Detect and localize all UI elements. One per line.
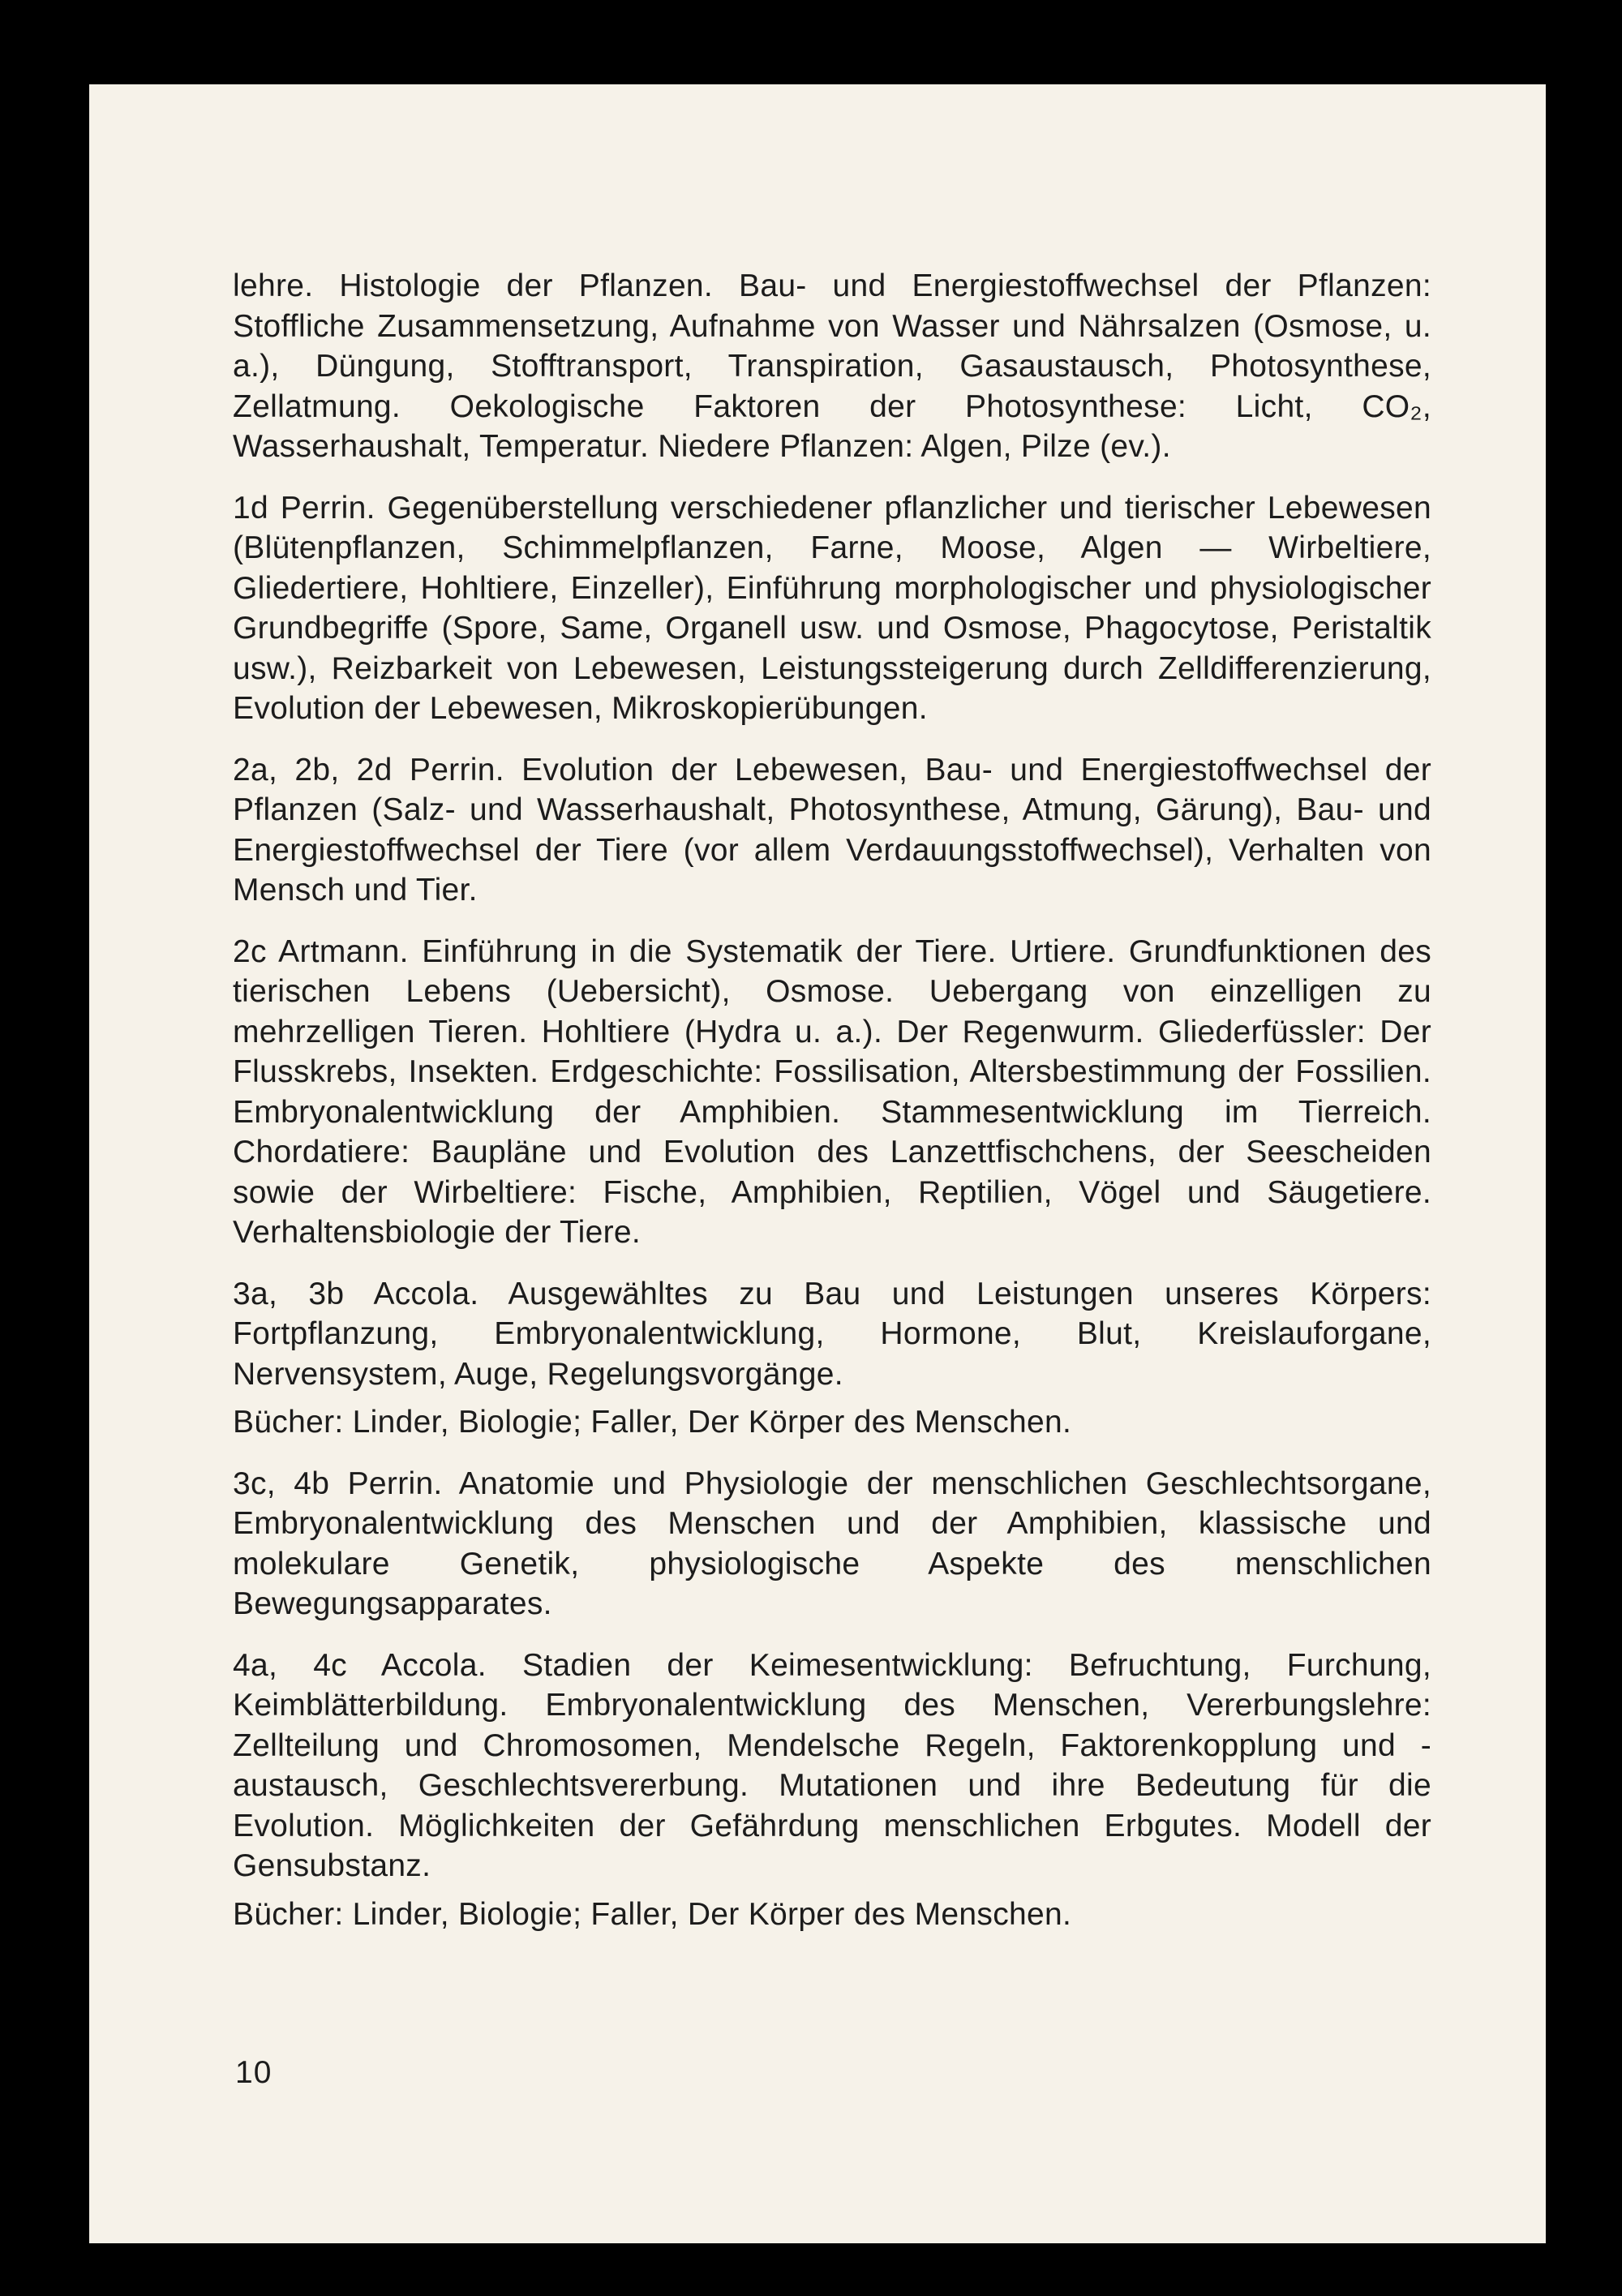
paragraph-books-3ab: Bücher: Linder, Biologie; Faller, Der Körper des Menschen. <box>233 1405 1072 1440</box>
paragraph-4ac-accola: 4a, 4c Accola. Stadien der Keimesentwicklung: Befruchtung, Furchung, Keimblätterbildung. Embryonalentwicklung des Menschen, Vererbungslehre: Zellteilung und Chromosomen, Mendelsche Regeln, Faktorenkopplung und -austausch, Geschlechtsvererbung. Mutationen und ihre Bedeutung für die Evolution. Möglichkeiten der Gefährdung menschlichen Erbgutes. Modell der Gensubstanz. <box>233 1647 1431 1883</box>
paragraph-2abd-perrin: 2a, 2b, 2d Perrin. Evolution der Lebewesen, Bau- und Energiestoffwechsel der Pflanzen (Salz- und Wasserhaushalt, Photosynthese, Atmung, Gärung), Bau- und Energiestoffwechsel der Tiere (vor allem Verdauungsstoffwechsel), Verhalten von Mensch und Tier. <box>233 752 1431 908</box>
paragraph-pflanzen-lehre: lehre. Histologie der Pflanzen. Bau- und Energiestoffwechsel der Pflanzen: Stoffliche Zusammensetzung, Aufnahme von Wasser und Nährsalzen (Osmose, u. a.), Düngung, Stofftransport, Transpiration, Gasaustausch, Photosynthese, Zellatmung. Oekologische Faktoren der Photosynthese: Licht, CO₂, Wasserhaushalt, Temperatur. Niedere Pflanzen: Algen, Pilze (ev.). <box>233 268 1431 464</box>
paragraph-1d-perrin: 1d Perrin. Gegenüberstellung verschiedener pflanzlicher und tierischer Lebewesen (Blütenpflanzen, Schimmelpflanzen, Farne, Moose, Algen — Wirbeltiere, Gliedertiere, Hohltiere, Einzeller), Einführung morphologischer und physiologischer Grundbegriffe (Spore, Same, Organell usw. und Osmose, Phagocytose, Peristaltik usw.), Reizbarkeit von Lebewesen, Leistungssteigerung durch Zelldifferenzierung, Evolution der Lebewesen, Mikroskopierübungen. <box>233 490 1431 726</box>
paragraph-3c-4b-perrin: 3c, 4b Perrin. Anatomie und Physiologie der menschlichen Geschlechtsorgane, Embryonalentwicklung des Menschen und der Amphibien, klassische und molekulare Genetik, physiologische Aspekte des menschlichen Bewegungsapparates. <box>233 1466 1431 1621</box>
body-text <box>233 266 1431 1955</box>
paragraph-books-4ac: Bücher: Linder, Biologie; Faller, Der Körper des Menschen. <box>233 1896 1072 1932</box>
page-number: 10 <box>235 2055 272 2090</box>
paragraph-2c-artmann: 2c Artmann. Einführung in die Systematik der Tiere. Urtiere. Grundfunktionen des tierischen Lebens (Uebersicht), Osmose. Uebergang von einzelligen zu mehrzelligen Tieren. Hohltiere (Hydra u. a.). Der Regenwurm. Gliederfüssler: Der Flusskrebs, Insekten. Erdgeschichte: Fossilisation, Altersbestimmung der Fossilien. Embryonalentwicklung der Amphibien. Stammesentwicklung im Tierreich. Chordatiere: Baupläne und Evolution des Lanzettfischchens, der Seescheiden sowie der Wirbeltiere: Fische, Amphibien, Reptilien, Vögel und Säugetiere. Verhaltensbiologie der Tiere. <box>233 933 1431 1250</box>
scanned-page <box>89 84 1546 2243</box>
paragraph-3ab-accola: 3a, 3b Accola. Ausgewähltes zu Bau und Leistungen unseres Körpers: Fortpflanzung, Embryonalentwicklung, Hormone, Blut, Kreislauforgane, Nervensystem, Auge, Regelungsvorgänge. <box>233 1276 1431 1392</box>
